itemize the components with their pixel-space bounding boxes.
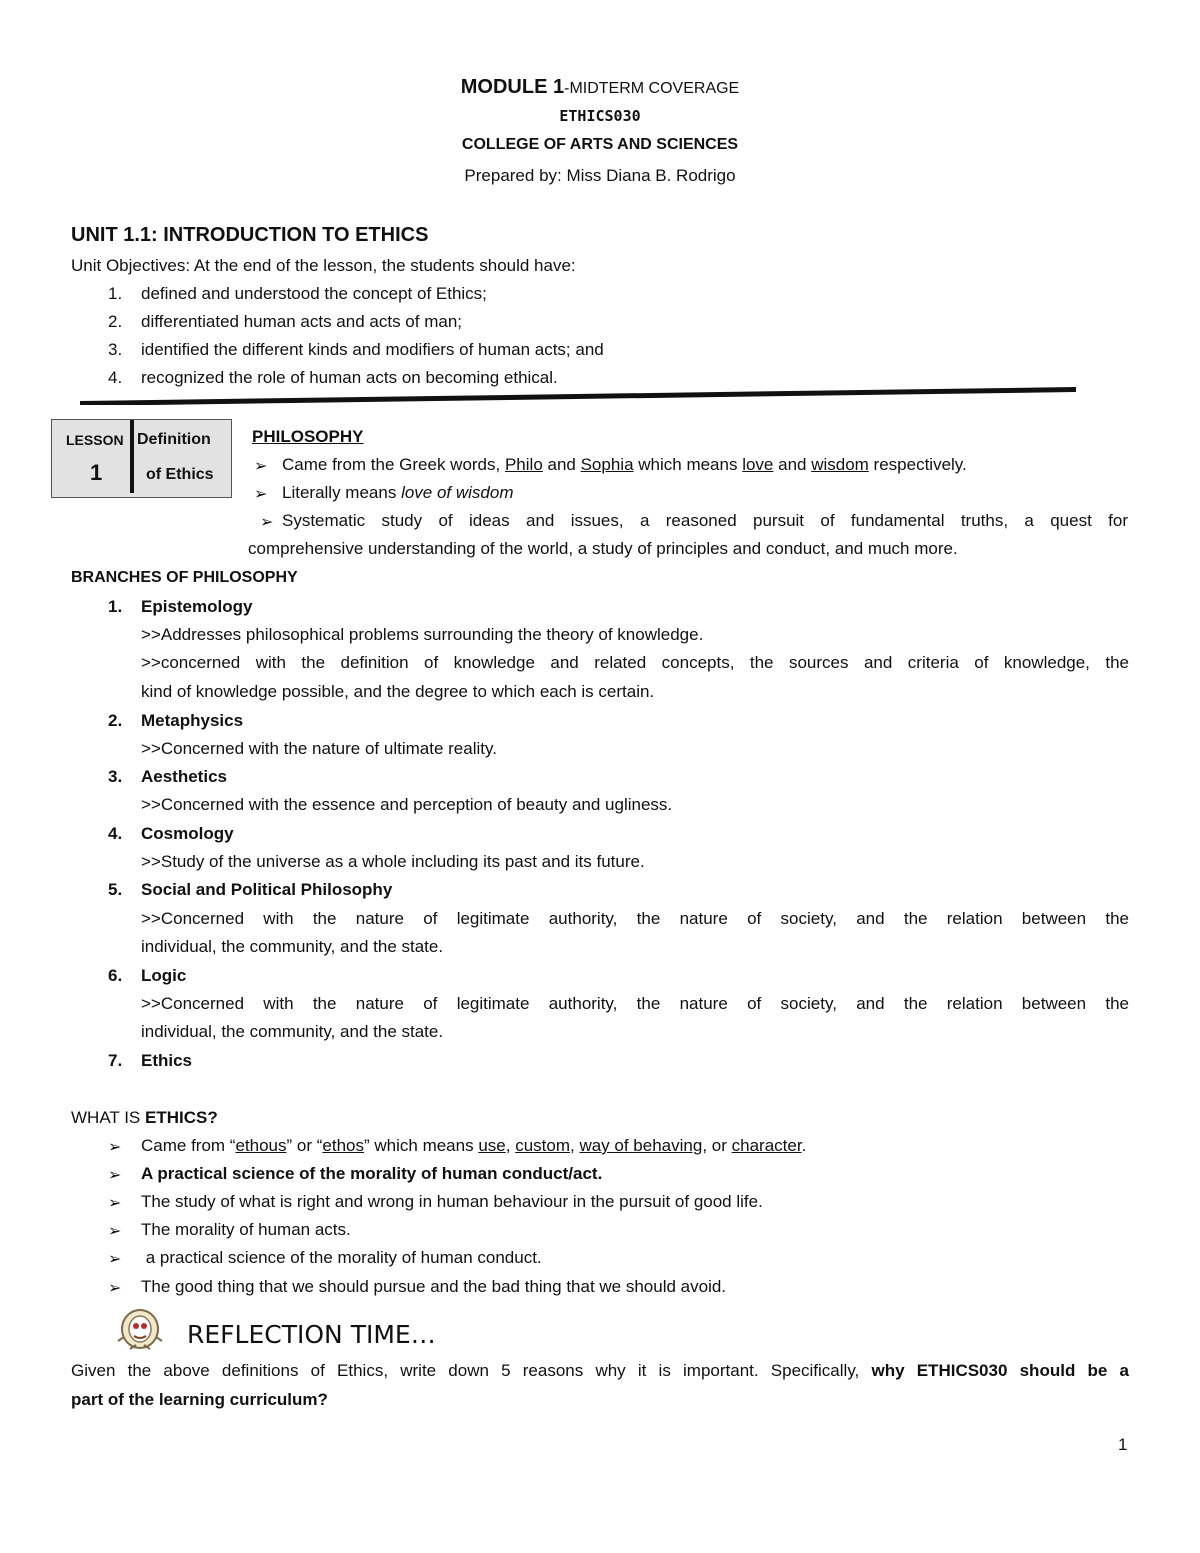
branch-desc: individual, the community, and the state.: [141, 937, 444, 956]
branch-name: Ethics: [141, 1051, 193, 1070]
philosophy-heading: PHILOSOPHY: [252, 427, 364, 446]
branch-desc: >>Study of the universe as a whole including its past and its future.: [141, 852, 645, 871]
course-code: ETHICS030: [559, 107, 641, 125]
branch-num: 4.: [108, 824, 123, 843]
branch-num: 3.: [108, 767, 123, 786]
branch-desc: >>concerned with the definition of knowledge and related concepts, the sources and criteria of knowledge, the: [141, 653, 1129, 672]
philosophy-bullet: Came from the Greek words, Philo and Sophia which means love and wisdom respectively.: [282, 455, 967, 474]
branch-desc: individual, the community, and the state.: [141, 1022, 444, 1041]
lesson-box-separator: [130, 420, 134, 493]
branch-desc: >>Concerned with the essence and perception of beauty and ugliness.: [141, 795, 673, 814]
reflection-title: REFLECTION TIME…: [187, 1320, 436, 1349]
objective-item: defined and understood the concept of Ethics;: [141, 284, 487, 303]
branch-num: 6.: [108, 966, 123, 985]
arrowhead-bullet-icon: ➢: [108, 1280, 122, 1297]
reflection-question: Given the above definitions of Ethics, write down 5 reasons why it is important. Specifically, why ETHICS030 should be a: [71, 1361, 1129, 1380]
philosophy-bullet-cont: comprehensive understanding of the world, a study of principles and conduct, and much more.: [248, 539, 958, 558]
objective-num: 3.: [108, 340, 123, 359]
branch-name: Cosmology: [141, 824, 234, 843]
objective-item: identified the different kinds and modifiers of human acts; and: [141, 340, 604, 359]
arrowhead-bullet-icon: ➢: [254, 486, 268, 503]
arrowhead-bullet-icon: ➢: [108, 1167, 122, 1184]
college-name: COLLEGE OF ARTS AND SCIENCES: [461, 136, 739, 153]
branch-name: Epistemology: [141, 597, 253, 616]
objective-num: 1.: [108, 284, 123, 303]
branch-name: Social and Political Philosophy: [141, 880, 393, 899]
objective-item: differentiated human acts and acts of man;: [141, 312, 462, 331]
philosophy-bullet: Systematic study of ideas and issues, a reasoned pursuit of fundamental truths, a quest for: [282, 511, 1128, 530]
branch-name: Metaphysics: [141, 711, 244, 730]
objective-num: 4.: [108, 368, 123, 387]
unit-objectives-intro: Unit Objectives: At the end of the lesson, the students should have:: [71, 256, 576, 275]
section-divider: [80, 387, 1076, 405]
branches-heading: BRANCHES OF PHILOSOPHY: [71, 569, 298, 586]
ethics-heading: WHAT IS ETHICS?: [71, 1108, 218, 1127]
reflection-question-cont: part of the learning curriculum?: [71, 1390, 328, 1409]
branch-name: Logic: [141, 966, 187, 985]
arrowhead-bullet-icon: ➢: [254, 458, 268, 475]
prepared-by: Prepared by: Miss Diana B. Rodrigo: [464, 166, 736, 185]
lesson-topic: of Ethics: [146, 466, 214, 483]
ethics-bullet: The study of what is right and wrong in human behaviour in the pursuit of good life.: [141, 1192, 763, 1211]
arrowhead-bullet-icon: ➢: [260, 514, 274, 531]
arrowhead-bullet-icon: ➢: [108, 1139, 122, 1156]
ethics-bullet: a practical science of the morality of human conduct.: [141, 1248, 542, 1267]
arrowhead-bullet-icon: ➢: [108, 1251, 122, 1268]
branch-desc: >>Concerned with the nature of ultimate reality.: [141, 739, 497, 758]
branch-num: 2.: [108, 711, 123, 730]
unit-title: UNIT 1.1: INTRODUCTION TO ETHICS: [71, 224, 429, 246]
branch-desc: >>Addresses philosophical problems surrounding the theory of knowledge.: [141, 625, 704, 644]
lesson-label: LESSON: [66, 432, 124, 448]
branch-desc: >>Concerned with the nature of legitimate authority, the nature of society, and the relation between the: [141, 994, 1129, 1013]
lesson-number: 1: [90, 460, 103, 485]
arrowhead-bullet-icon: ➢: [108, 1195, 122, 1212]
philosophy-bullet: Literally means love of wisdom: [282, 483, 514, 502]
thinking-character-icon: [112, 1307, 168, 1353]
ethics-bullet: The morality of human acts.: [141, 1220, 351, 1239]
objective-item: recognized the role of human acts on becoming ethical.: [141, 368, 558, 387]
branch-num: 1.: [108, 597, 123, 616]
branch-num: 7.: [108, 1051, 123, 1070]
branch-num: 5.: [108, 880, 123, 899]
branch-desc: kind of knowledge possible, and the degree to which each is certain.: [141, 682, 655, 701]
module-title: MODULE 1-MIDTERM COVERAGE: [460, 76, 740, 98]
ethics-bullet: A practical science of the morality of human conduct/act.: [141, 1164, 603, 1183]
page-number: 1: [1118, 1435, 1128, 1454]
branch-desc: >>Concerned with the nature of legitimate authority, the nature of society, and the relation between the: [141, 909, 1129, 928]
branch-name: Aesthetics: [141, 767, 227, 786]
lesson-box: [51, 419, 232, 498]
arrowhead-bullet-icon: ➢: [108, 1223, 122, 1240]
ethics-bullet: The good thing that we should pursue and the bad thing that we should avoid.: [141, 1277, 727, 1296]
lesson-topic: Definition: [137, 431, 211, 448]
ethics-bullet: Came from “ethous” or “ethos” which means use, custom, way of behaving, or character.: [141, 1136, 807, 1155]
objective-num: 2.: [108, 312, 123, 331]
